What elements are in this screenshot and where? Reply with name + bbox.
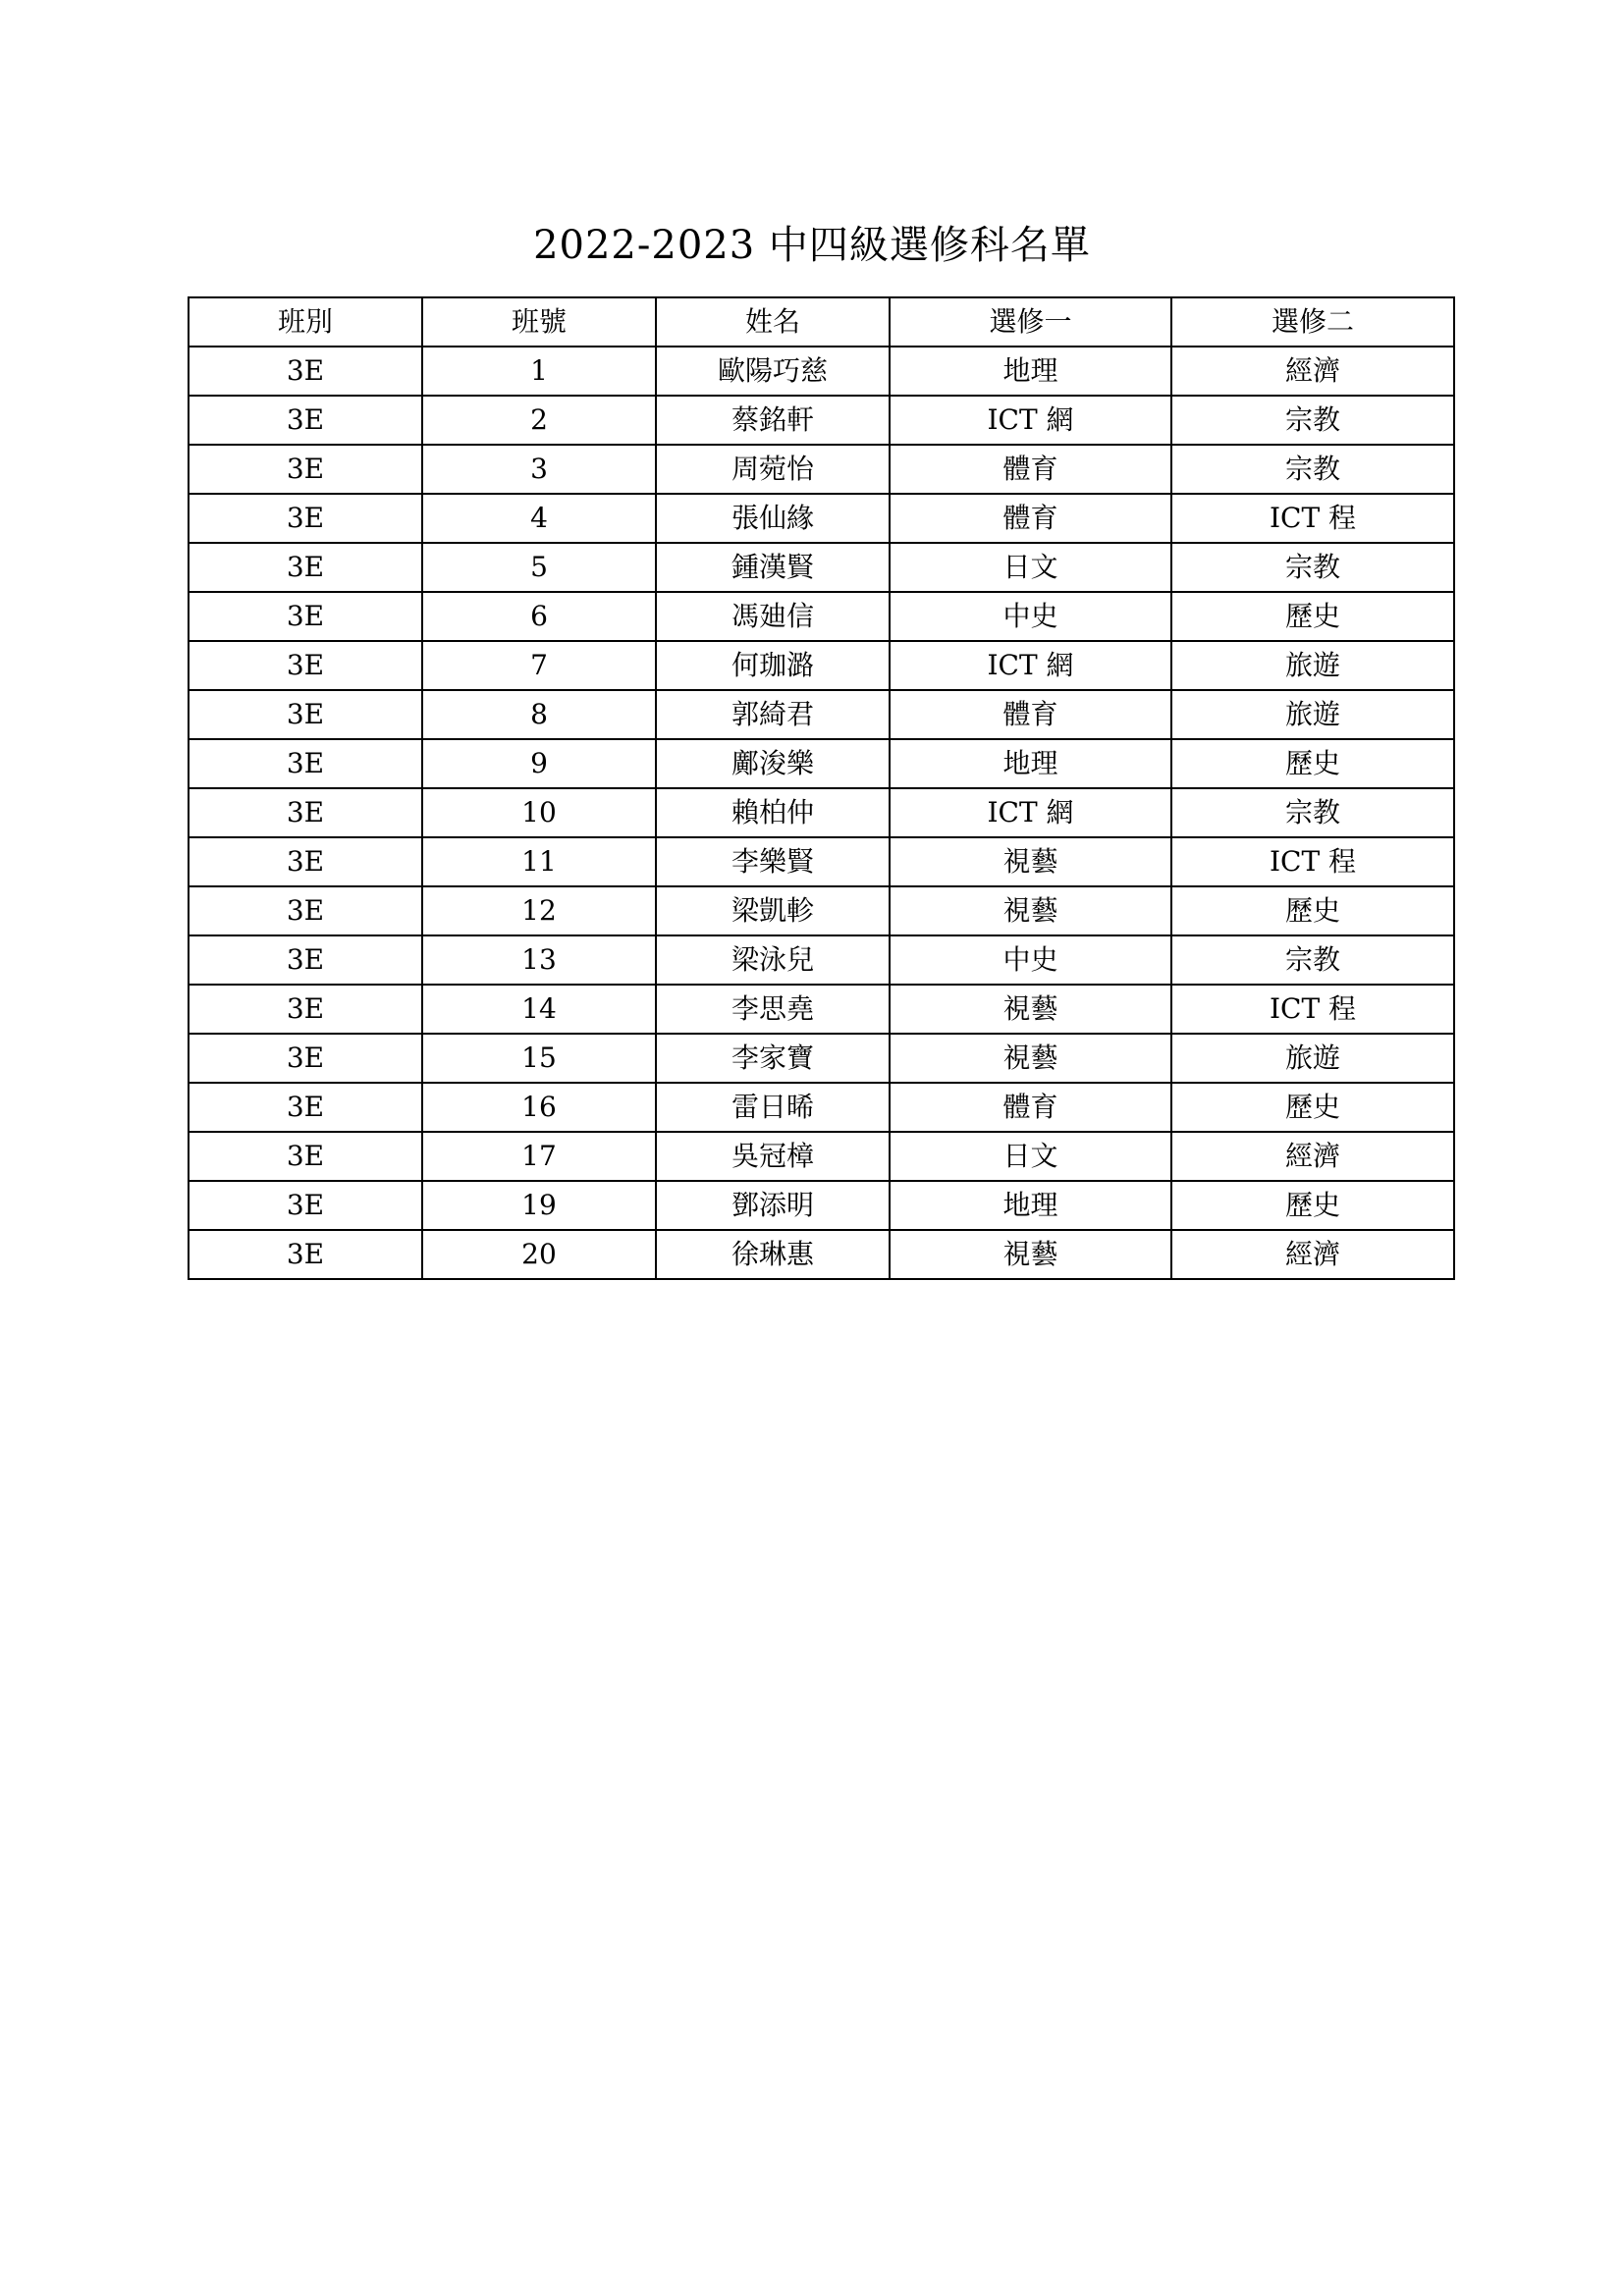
cell-class: 3E bbox=[189, 739, 422, 788]
cell-elective-1: 地理 bbox=[890, 347, 1171, 396]
table-row bbox=[189, 1132, 1454, 1181]
cell-elective-2: 歷史 bbox=[1171, 1083, 1454, 1132]
table-row bbox=[189, 494, 1454, 543]
cell-name: 徐琳惠 bbox=[656, 1230, 890, 1279]
cell-elective-1: 視藝 bbox=[890, 1230, 1171, 1279]
cell-class-number: 8 bbox=[422, 690, 656, 739]
cell-name: 張仙緣 bbox=[656, 494, 890, 543]
cell-elective-2: 宗教 bbox=[1171, 396, 1454, 445]
cell-class-number: 11 bbox=[422, 837, 656, 886]
cell-elective-2: 經濟 bbox=[1171, 1132, 1454, 1181]
cell-name: 賴柏仲 bbox=[656, 788, 890, 837]
cell-elective-1: 視藝 bbox=[890, 1034, 1171, 1083]
cell-class: 3E bbox=[189, 837, 422, 886]
header-elective-1: 選修一 bbox=[890, 297, 1171, 347]
cell-class: 3E bbox=[189, 592, 422, 641]
cell-class: 3E bbox=[189, 1034, 422, 1083]
cell-name: 李家寶 bbox=[656, 1034, 890, 1083]
cell-elective-2: ICT 程 bbox=[1171, 985, 1454, 1034]
table-row bbox=[189, 837, 1454, 886]
cell-class: 3E bbox=[189, 445, 422, 494]
table-row bbox=[189, 592, 1454, 641]
cell-elective-2: 宗教 bbox=[1171, 543, 1454, 592]
cell-class-number: 15 bbox=[422, 1034, 656, 1083]
table-row bbox=[189, 396, 1454, 445]
header-row bbox=[189, 297, 1454, 347]
table-header bbox=[189, 297, 1454, 347]
cell-elective-1: 中史 bbox=[890, 935, 1171, 985]
cell-elective-2: 歷史 bbox=[1171, 592, 1454, 641]
cell-elective-2: 歷史 bbox=[1171, 1181, 1454, 1230]
cell-class-number: 7 bbox=[422, 641, 656, 690]
cell-elective-2: 歷史 bbox=[1171, 886, 1454, 935]
cell-elective-1: 視藝 bbox=[890, 985, 1171, 1034]
cell-class: 3E bbox=[189, 543, 422, 592]
table-row bbox=[189, 1083, 1454, 1132]
table-row bbox=[189, 445, 1454, 494]
cell-class-number: 13 bbox=[422, 935, 656, 985]
page-title: 2022-2023 中四級選修科名單 bbox=[533, 223, 1091, 268]
cell-name: 周菀怡 bbox=[656, 445, 890, 494]
cell-class-number: 6 bbox=[422, 592, 656, 641]
cell-name: 鄺浚樂 bbox=[656, 739, 890, 788]
table-row bbox=[189, 543, 1454, 592]
cell-elective-2: ICT 程 bbox=[1171, 494, 1454, 543]
cell-elective-1: ICT 網 bbox=[890, 396, 1171, 445]
cell-elective-1: 體育 bbox=[890, 690, 1171, 739]
table-row bbox=[189, 935, 1454, 985]
header-class: 班別 bbox=[189, 297, 422, 347]
cell-class-number: 17 bbox=[422, 1132, 656, 1181]
table-row bbox=[189, 1230, 1454, 1279]
cell-name: 梁泳兒 bbox=[656, 935, 890, 985]
cell-name: 鍾漢賢 bbox=[656, 543, 890, 592]
cell-class: 3E bbox=[189, 1083, 422, 1132]
cell-name: 梁凱軫 bbox=[656, 886, 890, 935]
cell-class: 3E bbox=[189, 935, 422, 985]
table-row bbox=[189, 1181, 1454, 1230]
cell-class-number: 14 bbox=[422, 985, 656, 1034]
cell-class-number: 2 bbox=[422, 396, 656, 445]
table-row bbox=[189, 886, 1454, 935]
cell-class-number: 1 bbox=[422, 347, 656, 396]
cell-class: 3E bbox=[189, 788, 422, 837]
cell-elective-1: 體育 bbox=[890, 494, 1171, 543]
cell-class: 3E bbox=[189, 1132, 422, 1181]
cell-name: 李樂賢 bbox=[656, 837, 890, 886]
cell-elective-1: 體育 bbox=[890, 1083, 1171, 1132]
cell-elective-2: 經濟 bbox=[1171, 1230, 1454, 1279]
cell-elective-2: 經濟 bbox=[1171, 347, 1454, 396]
table-row bbox=[189, 641, 1454, 690]
cell-elective-2: 宗教 bbox=[1171, 788, 1454, 837]
cell-elective-2: 歷史 bbox=[1171, 739, 1454, 788]
cell-elective-2: 旅遊 bbox=[1171, 641, 1454, 690]
cell-name: 何珈潞 bbox=[656, 641, 890, 690]
table-row bbox=[189, 1034, 1454, 1083]
cell-elective-1: 中史 bbox=[890, 592, 1171, 641]
cell-class: 3E bbox=[189, 690, 422, 739]
cell-elective-2: 宗教 bbox=[1171, 935, 1454, 985]
cell-class-number: 19 bbox=[422, 1181, 656, 1230]
header-elective-2: 選修二 bbox=[1171, 297, 1454, 347]
cell-class: 3E bbox=[189, 985, 422, 1034]
cell-elective-2: 宗教 bbox=[1171, 445, 1454, 494]
cell-class: 3E bbox=[189, 347, 422, 396]
cell-class: 3E bbox=[189, 396, 422, 445]
cell-elective-1: 視藝 bbox=[890, 837, 1171, 886]
cell-name: 郭綺君 bbox=[656, 690, 890, 739]
cell-elective-1: ICT 網 bbox=[890, 641, 1171, 690]
cell-class-number: 12 bbox=[422, 886, 656, 935]
cell-class-number: 16 bbox=[422, 1083, 656, 1132]
cell-class-number: 9 bbox=[422, 739, 656, 788]
table-body bbox=[189, 347, 1454, 1279]
cell-name: 吳冠樟 bbox=[656, 1132, 890, 1181]
header-name: 姓名 bbox=[656, 297, 890, 347]
cell-elective-2: ICT 程 bbox=[1171, 837, 1454, 886]
cell-name: 歐陽巧慈 bbox=[656, 347, 890, 396]
table-row bbox=[189, 690, 1454, 739]
cell-elective-1: 視藝 bbox=[890, 886, 1171, 935]
cell-name: 馮廸信 bbox=[656, 592, 890, 641]
cell-class: 3E bbox=[189, 886, 422, 935]
cell-name: 鄧添明 bbox=[656, 1181, 890, 1230]
cell-elective-1: 地理 bbox=[890, 1181, 1171, 1230]
elective-roster-table bbox=[188, 296, 1455, 1280]
cell-class-number: 10 bbox=[422, 788, 656, 837]
cell-class-number: 4 bbox=[422, 494, 656, 543]
cell-elective-1: 地理 bbox=[890, 739, 1171, 788]
cell-class-number: 20 bbox=[422, 1230, 656, 1279]
cell-class: 3E bbox=[189, 1181, 422, 1230]
cell-class-number: 3 bbox=[422, 445, 656, 494]
cell-name: 李思堯 bbox=[656, 985, 890, 1034]
cell-class: 3E bbox=[189, 494, 422, 543]
cell-class: 3E bbox=[189, 1230, 422, 1279]
header-class-number: 班號 bbox=[422, 297, 656, 347]
table-row bbox=[189, 788, 1454, 837]
cell-name: 蔡銘軒 bbox=[656, 396, 890, 445]
table-row bbox=[189, 347, 1454, 396]
table-row bbox=[189, 739, 1454, 788]
cell-elective-2: 旅遊 bbox=[1171, 1034, 1454, 1083]
cell-class: 3E bbox=[189, 641, 422, 690]
cell-class-number: 5 bbox=[422, 543, 656, 592]
table-row bbox=[189, 985, 1454, 1034]
cell-name: 雷日晞 bbox=[656, 1083, 890, 1132]
cell-elective-1: 日文 bbox=[890, 543, 1171, 592]
cell-elective-2: 旅遊 bbox=[1171, 690, 1454, 739]
cell-elective-1: 體育 bbox=[890, 445, 1171, 494]
cell-elective-1: 日文 bbox=[890, 1132, 1171, 1181]
cell-elective-1: ICT 網 bbox=[890, 788, 1171, 837]
